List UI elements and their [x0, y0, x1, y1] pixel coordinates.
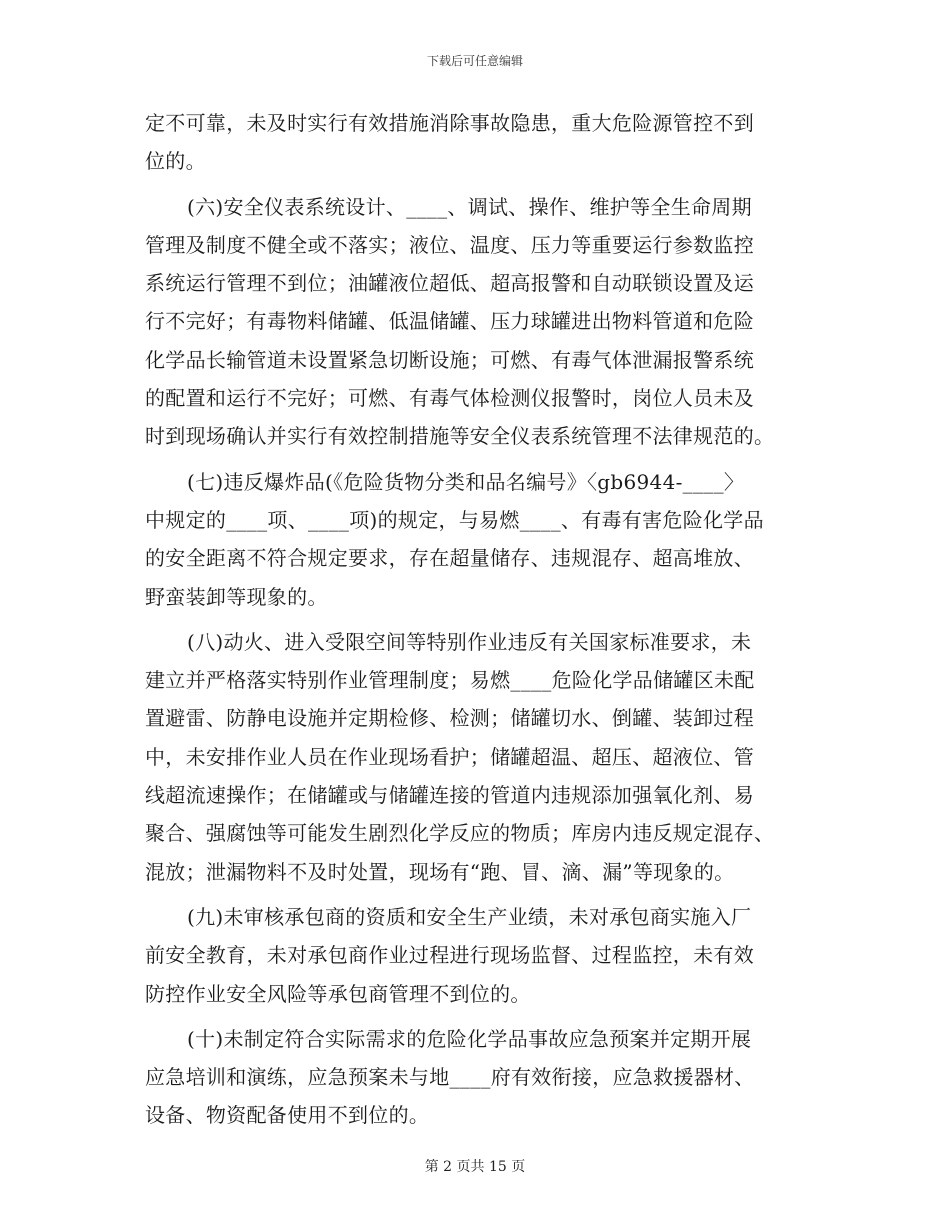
text-line: 置避雷、防静电设施并定期检修、检测；储罐切水、倒罐、装卸过程: [145, 706, 754, 731]
text-line: 的安全距离不符合规定要求，存在超量储存、违规混存、超高堆放、: [145, 546, 754, 571]
text-line: 位的。: [145, 149, 206, 174]
text-line: (十)未制定符合实际需求的危险化学品事故应急预案并定期开展: [187, 1026, 752, 1051]
text-line: 应急培训和演练，应急预案未与地____府有效衔接，应急救援器材、: [145, 1065, 755, 1090]
text-line: 建立并严格落实特别作业管理制度；易燃____危险化学品储罐区未配: [145, 668, 755, 693]
text-line: 防控作业安全风险等承包商管理不到位的。: [145, 981, 531, 1006]
page-header: 下载后可任意编辑: [426, 54, 523, 68]
text-line: 中规定的____项、____项)的规定，与易燃____、有毒有害危险化学品: [145, 507, 764, 532]
text-line: 行不完好；有毒物料储罐、低温储罐、压力球罐进出物料管道和危险: [145, 309, 754, 334]
text-line: (六)安全仪表系统设计、____、调试、操作、维护等全生命周期: [187, 194, 752, 219]
paragraph-item-6: [145, 188, 809, 456]
paragraph-item-10: [145, 1020, 809, 1135]
text-line: 前安全教育，未对承包商作业过程进行现场监督、过程监控，未有效: [145, 943, 754, 968]
text-line: 定不可靠，未及时实行有效措施消除事故隐患，重大危险源管控不到: [145, 111, 754, 135]
text-line: 混放；泄漏物料不及时处置，现场有“跑、冒、滴、漏”等现象的。: [145, 859, 735, 884]
text-line: 管理及制度不健全或不落实；液位、温度、压力等重要运行参数监控: [145, 232, 754, 257]
text-line: 的配置和运行不完好；可燃、有毒气体检测仪报警时，岗位人员未及: [145, 386, 754, 411]
paragraph-item-9: [145, 898, 809, 1013]
text-line: 线超流速操作；在储罐或与储罐连接的管道内违规添加强氧化剂、易: [145, 783, 754, 808]
document-body: [145, 104, 809, 1135]
text-line: 中，未安排作业人员在作业现场看护；储罐超温、超压、超液位、管: [145, 744, 754, 769]
text-line: 时到现场确认并实行有效控制措施等安全仪表系统管理不法律规范的。: [145, 424, 775, 449]
text-line: 聚合、强腐蚀等可能发生剧烈化学反应的物质；库房内违反规定混存、: [145, 821, 775, 846]
text-line: 设备、物资配备使用不到位的。: [145, 1103, 430, 1128]
text-line: (九)未审核承包商的资质和安全生产业绩，未对承包商实施入厂: [187, 904, 752, 929]
text-line: 系统运行管理不到位；油罐液位超低、超高报警和自动联锁设置及运: [145, 271, 754, 296]
text-line: (八)动火、进入受限空间等特别作业违反有关国家标准要求，未: [187, 629, 752, 654]
text-line: (七)违反爆炸品(《危险货物分类和品名编号》〈gb6944-____〉: [187, 469, 745, 494]
text-line: 野蛮装卸等现象的。: [145, 584, 328, 609]
page-footer: 第 2 页共 15 页: [424, 1159, 526, 1175]
paragraph-item-8: [145, 623, 809, 891]
paragraph-item-7: [145, 463, 809, 616]
text-line: 化学品长输管道未设置紧急切断设施；可燃、有毒气体泄漏报警系统: [145, 347, 754, 372]
paragraph-continuation: [145, 104, 809, 181]
